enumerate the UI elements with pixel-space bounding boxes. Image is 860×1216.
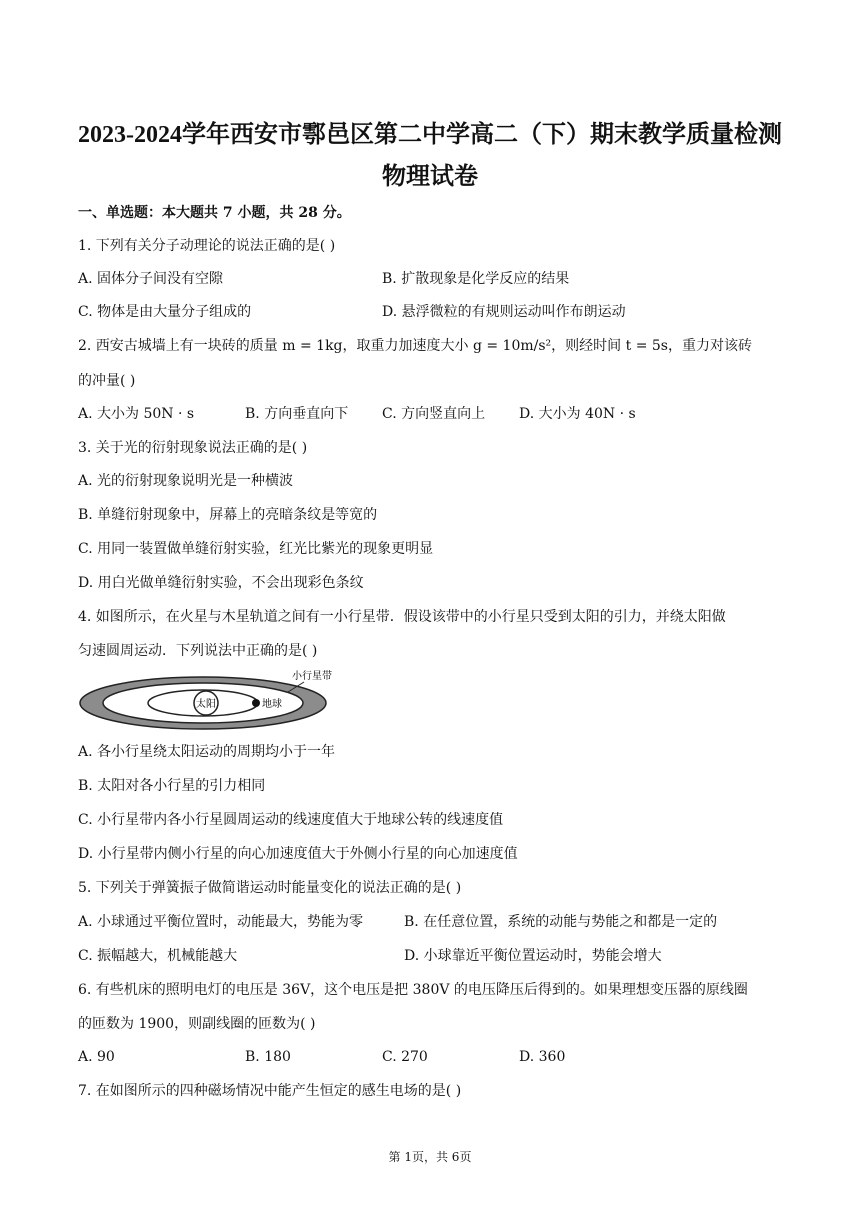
q6-option-c: C. 270 xyxy=(382,1049,428,1065)
q4-option-a: A. 各小行星绕太阳运动的周期均小于一年 xyxy=(78,744,336,760)
q1-option-d: D. 悬浮微粒的有规则运动叫作布朗运动 xyxy=(382,304,626,320)
section-heading: 一、单选题：本大题共 7 小题，共 28 分。 xyxy=(78,205,351,221)
earth xyxy=(252,699,260,707)
q3-option-a: A. 光的衍射现象说明光是一种横波 xyxy=(78,473,294,489)
earth-label: 地球 xyxy=(262,699,282,710)
q4-stem-line2: 匀速圆周运动．下列说法中正确的是( ) xyxy=(78,643,318,659)
q4-option-b: B. 太阳对各小行星的引力相同 xyxy=(78,778,266,794)
q6-stem-line1: 6. 有些机床的照明电灯的电压是 36V，这个电压是把 380V 的电压降压后得到的。如果理想变压器的原线圈 xyxy=(78,982,748,998)
q2-stem-line2: 的冲量( ) xyxy=(78,373,136,389)
q4-option-c: C. 小行星带内各小行星圆周运动的线速度值大于地球公转的线速度值 xyxy=(78,812,504,828)
q1-option-b: B. 扩散现象是化学反应的结果 xyxy=(382,271,570,287)
q2-option-d: D. 大小为 40N · s xyxy=(519,406,636,422)
q4-option-d: D. 小行星带内侧小行星的向心加速度值大于外侧小行星的向心加速度值 xyxy=(78,846,518,862)
q6-stem-line2: 的匝数为 1900，则副线圈的匝数为( ) xyxy=(78,1016,316,1032)
q3-stem: 3. 关于光的衍射现象说法正确的是( ) xyxy=(78,440,308,456)
sun-label: 太阳 xyxy=(196,699,216,710)
q6-option-b: B. 180 xyxy=(245,1049,291,1065)
q4-stem-line1: 4. 如图所示，在火星与木星轨道之间有一小行星带．假设该带中的小行星只受到太阳的引力，并绕太阳做 xyxy=(78,609,726,625)
q5-option-a: A. 小球通过平衡位置时，动能最大，势能为零 xyxy=(78,914,364,930)
q3-option-c: C. 用同一装置做单缝衍射实验，红光比紫光的现象更明显 xyxy=(78,541,434,557)
exam-title-line2: 物理试卷 xyxy=(382,164,478,190)
q2-option-c: C. 方向竖直向上 xyxy=(382,406,486,422)
q1-option-c: C. 物体是由大量分子组成的 xyxy=(78,304,252,320)
q2-stem-line1: 2. 西安古城墙上有一块砖的质量 m = 1kg，取重力加速度大小 g = 10m/s²，则经时间 t = 5s，重力对该砖 xyxy=(78,338,752,354)
q5-stem: 5. 下列关于弹簧振子做简谐运动时能量变化的说法正确的是( ) xyxy=(78,880,462,896)
q3-option-d: D. 用白光做单缝衍射实验，不会出现彩色条纹 xyxy=(78,575,364,591)
q1-stem: 1. 下列有关分子动理论的说法正确的是( ) xyxy=(78,238,336,254)
asteroid-belt-figure xyxy=(78,668,338,730)
q5-option-b: B. 在任意位置，系统的动能与势能之和都是一定的 xyxy=(404,914,718,930)
exam-title-line1: 2023-2024学年西安市鄠邑区第二中学高二（下）期末教学质量检测 xyxy=(78,122,782,148)
q6-option-a: A. 90 xyxy=(78,1049,115,1065)
q7-stem: 7. 在如图所示的四种磁场情况中能产生恒定的感生电场的是( ) xyxy=(78,1083,462,1099)
q3-option-b: B. 单缝衍射现象中，屏幕上的亮暗条纹是等宽的 xyxy=(78,507,378,523)
q2-option-b: B. 方向垂直向下 xyxy=(245,406,349,422)
page-footer: 第 1页，共 6页 xyxy=(388,1150,472,1164)
q1-option-a: A. 固体分子间没有空隙 xyxy=(78,271,224,287)
q5-option-c: C. 振幅越大，机械能越大 xyxy=(78,948,238,964)
q5-option-d: D. 小球靠近平衡位置运动时，势能会增大 xyxy=(404,948,662,964)
q2-option-a: A. 大小为 50N · s xyxy=(78,406,195,422)
q6-option-d: D. 360 xyxy=(519,1049,566,1065)
asteroid-belt-label: 小行星带 xyxy=(292,671,332,682)
